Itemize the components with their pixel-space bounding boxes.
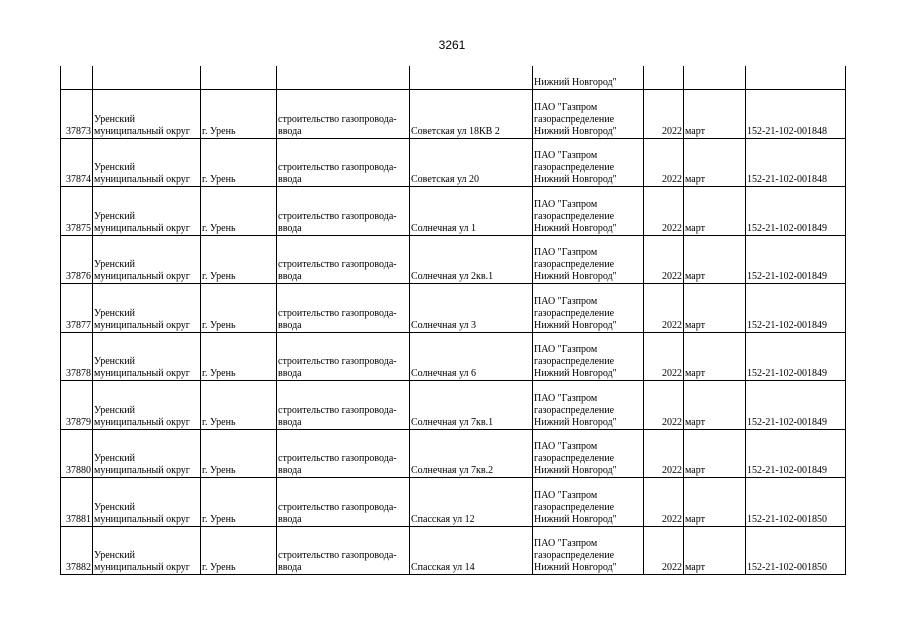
year-text: 2022 — [662, 222, 682, 234]
work-type-line-1: строительство газопровода- — [278, 404, 397, 416]
cell-work-type — [277, 284, 410, 333]
cell-year — [644, 235, 684, 284]
table-row — [61, 332, 846, 381]
cell-code — [746, 332, 846, 381]
cell-district — [93, 429, 201, 478]
cell-work-type — [277, 478, 410, 527]
table-row — [61, 284, 846, 333]
cell-organization — [533, 381, 644, 430]
cell-work-type — [277, 187, 410, 236]
settlement-text: г. Урень — [202, 513, 236, 525]
address-text: Советская ул 20 — [411, 174, 479, 185]
settlement-text: г. Урень — [202, 562, 236, 573]
cell-work-type — [277, 526, 410, 575]
organization-line-3: Нижний Новгород" — [534, 562, 617, 573]
cell-code — [746, 66, 846, 90]
cell-month — [684, 429, 746, 478]
year-text: 2022 — [662, 368, 682, 379]
permit-code: 152-21-102-001850 — [747, 513, 827, 525]
cell-month — [684, 526, 746, 575]
year-text: 2022 — [662, 319, 682, 331]
year-text: 2022 — [662, 271, 682, 282]
year-text: 2022 — [662, 465, 682, 476]
month-text: март — [685, 368, 705, 379]
cell-code — [746, 526, 846, 575]
month-text: март — [685, 125, 705, 137]
organization-line-2: газораспределение — [534, 404, 615, 416]
registry-body — [61, 66, 846, 575]
cell-month — [684, 478, 746, 527]
cell-work-type — [277, 381, 410, 430]
address-text: Солнечная ул 6 — [411, 368, 477, 379]
district-line-1: Уренский — [94, 501, 135, 513]
cell-year — [644, 526, 684, 575]
organization-line-1: ПАО "Газпром — [534, 295, 598, 307]
cell-num — [61, 235, 93, 284]
cell-month — [684, 332, 746, 381]
row-number: 37873 — [66, 125, 91, 137]
cell-year — [644, 332, 684, 381]
row-number: 37879 — [66, 416, 91, 428]
cell-year — [644, 381, 684, 430]
cell-year — [644, 66, 684, 90]
cell-settlement — [201, 138, 277, 187]
organization-line-3: Нижний Новгород" — [534, 222, 617, 234]
cell-code — [746, 90, 846, 139]
month-text: март — [685, 271, 705, 282]
month-text: март — [685, 319, 705, 331]
permit-code: 152-21-102-001849 — [747, 465, 827, 476]
table-row — [61, 381, 846, 430]
cell-district — [93, 187, 201, 236]
cell-organization — [533, 429, 644, 478]
work-type-line-2: ввода — [278, 271, 302, 282]
row-number: 37881 — [66, 513, 91, 525]
organization-line-1: ПАО "Газпром — [534, 198, 598, 210]
row-number: 37874 — [66, 174, 91, 185]
permit-code: 152-21-102-001848 — [747, 174, 827, 185]
year-text: 2022 — [662, 513, 682, 525]
cell-organization — [533, 235, 644, 284]
cell-district — [93, 526, 201, 575]
district-line-2: муниципальный округ — [94, 368, 190, 379]
settlement-text: г. Урень — [202, 125, 236, 137]
year-text: 2022 — [662, 125, 682, 137]
cell-year — [644, 187, 684, 236]
district-line-2: муниципальный округ — [94, 562, 190, 573]
row-number: 37880 — [66, 465, 91, 476]
cell-month — [684, 187, 746, 236]
cell-district — [93, 235, 201, 284]
organization-line-3: Нижний Новгород" — [534, 368, 617, 379]
work-type-line-2: ввода — [278, 513, 302, 525]
organization-line-3: Нижний Новгород" — [534, 465, 617, 476]
row-number: 37882 — [66, 562, 91, 573]
address-text: Советская ул 18КВ 2 — [411, 125, 500, 137]
cell-code — [746, 235, 846, 284]
work-type-line-2: ввода — [278, 465, 302, 476]
settlement-text: г. Урень — [202, 368, 236, 379]
permit-code: 152-21-102-001849 — [747, 271, 827, 282]
cell-address — [410, 478, 533, 527]
district-line-2: муниципальный округ — [94, 465, 190, 476]
settlement-text: г. Урень — [202, 416, 236, 428]
work-type-line-1: строительство газопровода- — [278, 307, 397, 319]
organization-line-3: Нижний Новгород" — [534, 125, 617, 137]
organization-line-1: ПАО "Газпром — [534, 247, 598, 258]
work-type-line-1: строительство газопровода- — [278, 210, 397, 222]
row-number: 37877 — [66, 319, 91, 331]
work-type-line-1: строительство газопровода- — [278, 550, 397, 561]
cell-month — [684, 138, 746, 187]
cell-code — [746, 381, 846, 430]
work-type-line-1: строительство газопровода- — [278, 501, 397, 513]
district-line-2: муниципальный округ — [94, 222, 190, 234]
organization-line-1: ПАО "Газпром — [534, 344, 598, 355]
cell-num — [61, 381, 93, 430]
cell-month — [684, 235, 746, 284]
district-line-2: муниципальный округ — [94, 271, 190, 282]
cell-district — [93, 381, 201, 430]
cell-code — [746, 284, 846, 333]
organization-line: Нижний Новгород" — [534, 77, 617, 88]
organization-line-2: газораспределение — [534, 307, 615, 319]
organization-line-1: ПАО "Газпром — [534, 441, 598, 452]
organization-line-2: газораспределение — [534, 113, 615, 125]
address-text: Солнечная ул 1 — [411, 222, 477, 234]
table-row — [61, 187, 846, 236]
cell-address — [410, 429, 533, 478]
cell-work-type — [277, 429, 410, 478]
row-number: 37878 — [66, 368, 91, 379]
cell-district — [93, 66, 201, 90]
cell-year — [644, 478, 684, 527]
work-type-line-2: ввода — [278, 416, 302, 428]
month-text: март — [685, 222, 705, 234]
cell-organization — [533, 332, 644, 381]
cell-organization — [533, 66, 644, 90]
work-type-line-1: строительство газопровода- — [278, 113, 397, 125]
year-text: 2022 — [662, 174, 682, 185]
district-line-2: муниципальный округ — [94, 174, 190, 185]
cell-code — [746, 478, 846, 527]
cell-district — [93, 284, 201, 333]
cell-address — [410, 526, 533, 575]
district-line-1: Уренский — [94, 550, 135, 561]
organization-line-3: Нижний Новгород" — [534, 513, 617, 525]
organization-line-3: Нижний Новгород" — [534, 416, 617, 428]
cell-month — [684, 66, 746, 90]
cell-address — [410, 138, 533, 187]
cell-year — [644, 429, 684, 478]
settlement-text: г. Урень — [202, 222, 236, 234]
settlement-text: г. Урень — [202, 174, 236, 185]
cell-month — [684, 381, 746, 430]
cell-organization — [533, 138, 644, 187]
district-line-1: Уренский — [94, 113, 135, 125]
organization-line-2: газораспределение — [534, 356, 615, 367]
table-row — [61, 478, 846, 527]
cell-settlement — [201, 90, 277, 139]
row-number: 37875 — [66, 222, 91, 234]
organization-line-1: ПАО "Газпром — [534, 101, 598, 113]
district-line-2: муниципальный округ — [94, 416, 190, 428]
month-text: март — [685, 513, 705, 525]
work-type-line-1: строительство газопровода- — [278, 259, 397, 270]
cell-organization — [533, 478, 644, 527]
cell-work-type — [277, 138, 410, 187]
row-number: 37876 — [66, 271, 91, 282]
district-line-1: Уренский — [94, 453, 135, 464]
year-text: 2022 — [662, 416, 682, 428]
organization-line-2: газораспределение — [534, 501, 615, 513]
cell-num — [61, 332, 93, 381]
district-line-2: муниципальный округ — [94, 125, 190, 137]
address-text: Солнечная ул 7кв.1 — [411, 416, 494, 428]
cell-organization — [533, 526, 644, 575]
cell-num — [61, 90, 93, 139]
organization-line-1: ПАО "Газпром — [534, 150, 598, 161]
month-text: март — [685, 416, 705, 428]
organization-line-1: ПАО "Газпром — [534, 392, 598, 404]
table-row — [61, 429, 846, 478]
address-text: Солнечная ул 2кв.1 — [411, 271, 494, 282]
month-text: март — [685, 465, 705, 476]
cell-address — [410, 66, 533, 90]
page-number: 3261 — [438, 38, 466, 52]
permit-code: 152-21-102-001850 — [747, 562, 827, 573]
district-line-1: Уренский — [94, 307, 135, 319]
organization-line-2: газораспределение — [534, 162, 615, 173]
cell-month — [684, 90, 746, 139]
cell-organization — [533, 284, 644, 333]
cell-work-type — [277, 332, 410, 381]
table-row — [61, 90, 846, 139]
cell-num — [61, 138, 93, 187]
cell-settlement — [201, 284, 277, 333]
work-type-line-2: ввода — [278, 174, 302, 185]
cell-address — [410, 284, 533, 333]
district-line-1: Уренский — [94, 259, 135, 270]
organization-line-2: газораспределение — [534, 210, 615, 222]
cell-address — [410, 381, 533, 430]
permit-code: 152-21-102-001849 — [747, 368, 827, 379]
cell-num — [61, 187, 93, 236]
work-type-line-1: строительство газопровода- — [278, 453, 397, 464]
cell-year — [644, 138, 684, 187]
month-text: март — [685, 174, 705, 185]
cell-organization — [533, 187, 644, 236]
cell-code — [746, 138, 846, 187]
cell-num — [61, 429, 93, 478]
cell-num — [61, 66, 93, 90]
cell-settlement — [201, 429, 277, 478]
cell-address — [410, 332, 533, 381]
district-line-2: муниципальный округ — [94, 513, 190, 525]
cell-district — [93, 138, 201, 187]
cell-work-type — [277, 90, 410, 139]
table-row — [61, 235, 846, 284]
work-type-line-1: строительство газопровода- — [278, 162, 397, 173]
cell-district — [93, 90, 201, 139]
cell-settlement — [201, 526, 277, 575]
work-type-line-2: ввода — [278, 562, 302, 573]
district-line-1: Уренский — [94, 210, 135, 222]
work-type-line-2: ввода — [278, 125, 302, 137]
continuation-row — [61, 66, 846, 90]
organization-line-1: ПАО "Газпром — [534, 538, 598, 549]
work-type-line-2: ввода — [278, 319, 302, 331]
district-line-2: муниципальный округ — [94, 319, 190, 331]
cell-code — [746, 429, 846, 478]
district-line-1: Уренский — [94, 404, 135, 416]
cell-settlement — [201, 66, 277, 90]
cell-year — [644, 284, 684, 333]
permit-code: 152-21-102-001848 — [747, 125, 827, 137]
cell-address — [410, 90, 533, 139]
organization-line-3: Нижний Новгород" — [534, 174, 617, 185]
cell-num — [61, 284, 93, 333]
table-row — [61, 526, 846, 575]
cell-num — [61, 478, 93, 527]
cell-settlement — [201, 478, 277, 527]
address-text: Солнечная ул 7кв.2 — [411, 465, 494, 476]
cell-settlement — [201, 332, 277, 381]
cell-code — [746, 187, 846, 236]
cell-address — [410, 235, 533, 284]
work-type-line-2: ввода — [278, 368, 302, 379]
organization-line-1: ПАО "Газпром — [534, 489, 598, 501]
address-text: Солнечная ул 3 — [411, 319, 477, 331]
cell-num — [61, 526, 93, 575]
permit-code: 152-21-102-001849 — [747, 319, 827, 331]
table-row — [61, 138, 846, 187]
cell-work-type — [277, 235, 410, 284]
registry-table — [60, 66, 846, 575]
work-type-line-1: строительство газопровода- — [278, 356, 397, 367]
address-text: Спасская ул 12 — [411, 513, 475, 525]
permit-code: 152-21-102-001849 — [747, 222, 827, 234]
cell-year — [644, 90, 684, 139]
cell-district — [93, 332, 201, 381]
cell-settlement — [201, 187, 277, 236]
organization-line-2: газораспределение — [534, 550, 615, 561]
month-text: март — [685, 562, 705, 573]
cell-month — [684, 284, 746, 333]
settlement-text: г. Урень — [202, 465, 236, 476]
organization-line-2: газораспределение — [534, 259, 615, 270]
cell-district — [93, 478, 201, 527]
organization-line-3: Нижний Новгород" — [534, 271, 617, 282]
settlement-text: г. Урень — [202, 271, 236, 282]
cell-settlement — [201, 381, 277, 430]
address-text: Спасская ул 14 — [411, 562, 475, 573]
cell-settlement — [201, 235, 277, 284]
cell-address — [410, 187, 533, 236]
permit-code: 152-21-102-001849 — [747, 416, 827, 428]
organization-line-3: Нижний Новгород" — [534, 319, 617, 331]
settlement-text: г. Урень — [202, 319, 236, 331]
year-text: 2022 — [662, 562, 682, 573]
work-type-line-2: ввода — [278, 222, 302, 234]
district-line-1: Уренский — [94, 356, 135, 367]
cell-organization — [533, 90, 644, 139]
cell-work-type — [277, 66, 410, 90]
organization-line-2: газораспределение — [534, 453, 615, 464]
district-line-1: Уренский — [94, 162, 135, 173]
